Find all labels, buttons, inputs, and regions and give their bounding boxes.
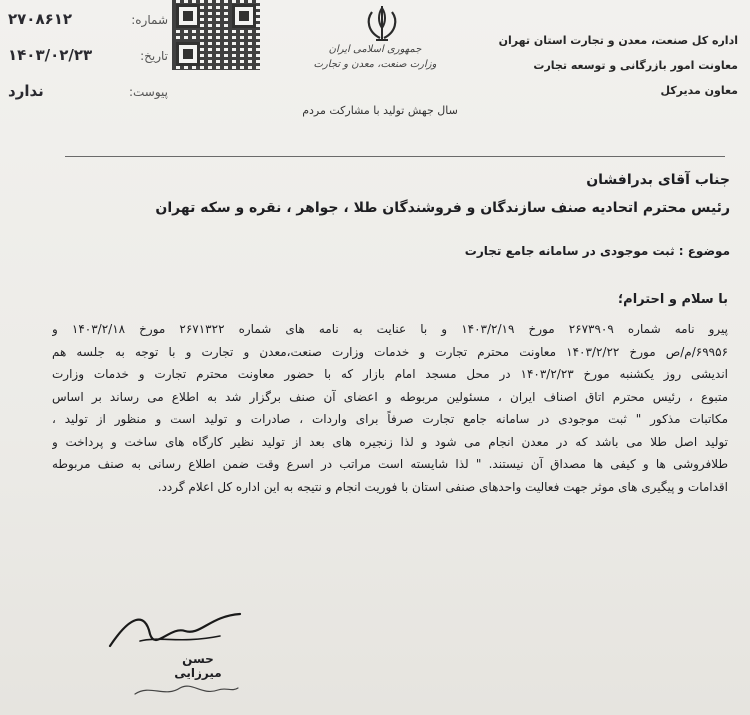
recipient-title: رئیس محترم اتحادیه صنف سازندگان و فروشندگان طلا ، جواهر ، نقره و سکه تهران <box>155 200 730 216</box>
body-line: متبوع ، رئیس محترم اتاق اصناف ایران ، مسئولین مربوطه و اعضای آن صنف برگزار شد به اطلاع می رساند بر اساس <box>52 389 728 404</box>
greeting: با سلام و احترام؛ <box>617 292 728 307</box>
number-row <box>8 10 168 46</box>
qr-code <box>172 0 260 70</box>
qr-finder-top-right <box>232 4 256 28</box>
qr-finder-top-left <box>176 4 200 28</box>
attachment-value: ندارد <box>8 82 44 100</box>
org-line-1: اداره کل صنعت، معدن و تجارت استان تهران <box>498 34 738 47</box>
org-line-2: معاونت امور بازرگانی و توسعه تجارت <box>533 59 738 72</box>
government-header <box>300 42 450 72</box>
iran-emblem-icon <box>358 4 406 44</box>
header-divider <box>65 156 725 157</box>
body-line: اقدامات و پیگیری های موثر جهت فعالیت واحدهای صنفی استان با فوریت انجام و نتیجه به این اداره کل اعلام گردد. <box>157 479 728 494</box>
body-line: پیرو نامه شماره ۲۶۷۳۹۰۹ مورخ ۱۴۰۳/۲/۱۹ و با عنایت به نامه های شماره ۲۶۷۱۳۲۲ مورخ ۱۴۰۳/۲/۱۸ و <box>52 322 728 336</box>
organization-header <box>498 34 738 109</box>
attachment-label: پیوست: <box>128 85 168 99</box>
signer-name: حسن میرزایی <box>174 652 222 680</box>
year-slogan: سال جهش تولید با مشارکت مردم <box>302 104 458 117</box>
recipient-name: جناب آقای بدرافشان <box>586 172 730 188</box>
number-value: ۲۷۰۸۶۱۲ <box>8 10 73 28</box>
letter-body <box>52 318 728 498</box>
date-row <box>8 46 168 82</box>
body-line: مکاتبات مذکور " ثبت موجودی در سامانه جامع تجارت صرفاً برای واردات ، صادرات و تولید است و منظور از تولید ، <box>52 412 728 426</box>
header-line-1: جمهوری اسلامی ایران <box>328 44 422 55</box>
letter-meta <box>8 10 168 118</box>
qr-finder-bottom-left <box>176 42 200 66</box>
body-line: اندیشی روز یکشنبه مورخ ۱۴۰۳/۲/۲۳ در محل مسجد امام بازار که با حضور معاونت محترم تجارت و خدمات وزارت <box>52 367 728 381</box>
date-label: تاریخ: <box>140 49 168 63</box>
attachment-row <box>8 82 168 118</box>
handwritten-signature <box>130 676 240 704</box>
body-line: ۶۹۹۵۶/م/ص مورخ ۱۴۰۳/۲/۲۲ معاونت محترم تجارت و خدمات وزارت صنعت،معدن و تجارت و با توجه به جلسه هم <box>52 344 728 359</box>
recipient-block <box>30 172 730 228</box>
number-label: شماره: <box>131 13 168 27</box>
date-value: ۱۴۰۳/۰۲/۲۳ <box>8 46 93 64</box>
body-line: طلافروشی ها و کیفی ها مصداق آن نیستند. " لذا شایسته است مراتب در اسرع وقت ضمن اطلاع رسانی به صنف مربوطه <box>52 457 728 471</box>
body-line: تولید اصل طلا می باشد که در معدن انجام می شود و لذا زنجیره های بعد از تولید نظیر کارگاه های ساخت و پرداخت و <box>52 434 728 449</box>
header-line-2: وزارت صنعت، معدن و تجارت <box>313 59 437 70</box>
signature-image <box>100 606 250 656</box>
org-line-3: معاون مدیرکل <box>660 84 738 97</box>
letter-subject: موضوع : ثبت موجودی در سامانه جامع تجارت <box>464 244 730 258</box>
